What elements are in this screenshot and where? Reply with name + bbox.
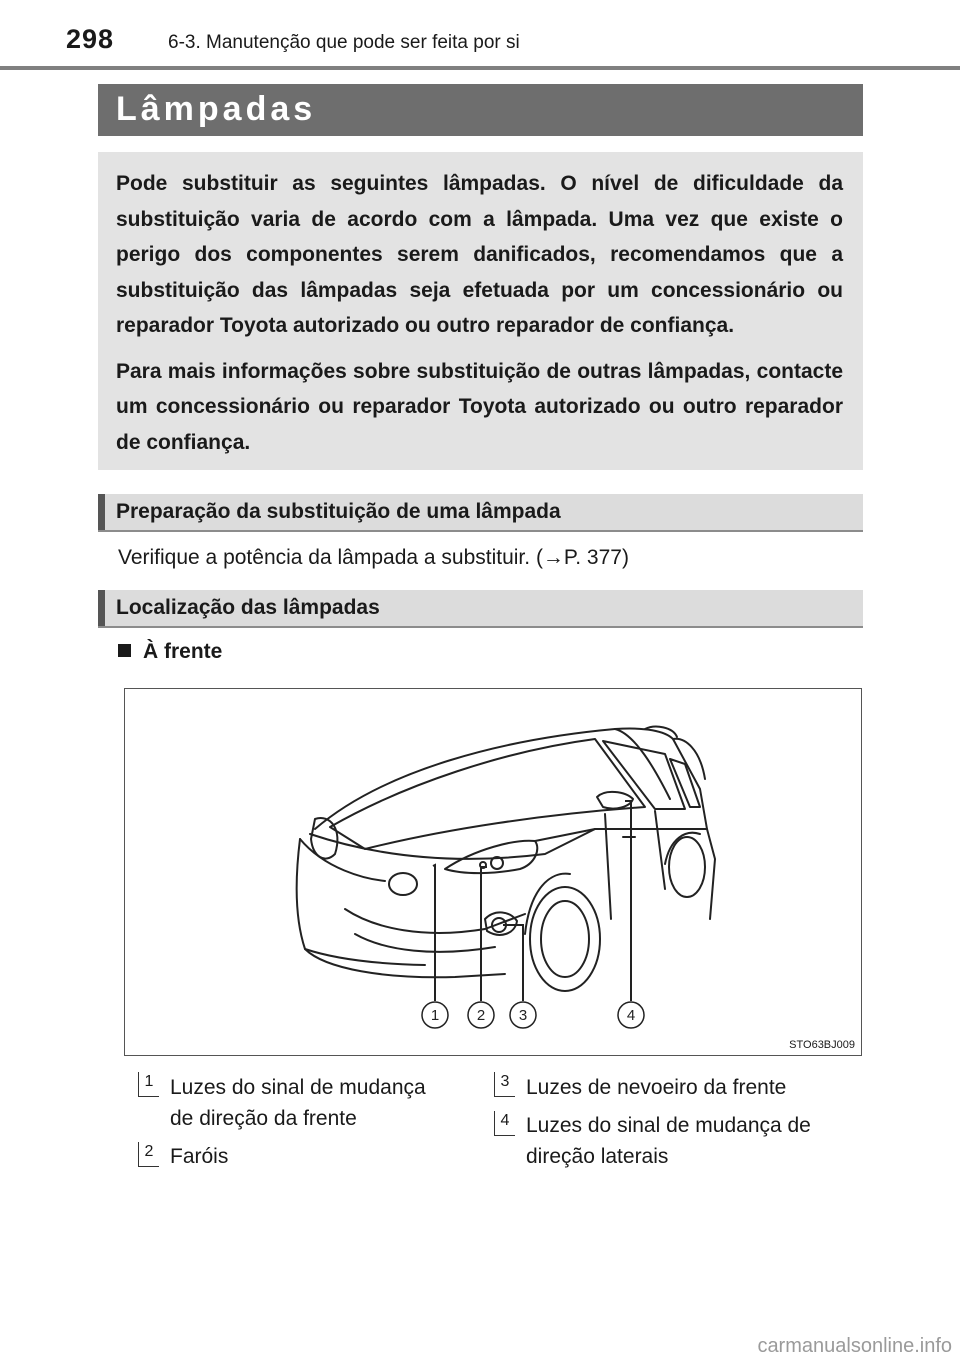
- watermark: carmanualsonline.info: [757, 1335, 952, 1357]
- legend-text: direção laterais: [526, 1145, 669, 1168]
- legend-item-2: [170, 1141, 228, 1172]
- legend-number-3: 3: [494, 1072, 515, 1097]
- square-bullet-icon: [118, 644, 131, 657]
- section-heading-location: [98, 590, 863, 628]
- subsection-front: [118, 640, 222, 664]
- section-heading-text: Preparação da substituição de uma lâmpada: [116, 500, 561, 523]
- callout-2: 2: [476, 1007, 486, 1024]
- title-bar: [98, 84, 863, 136]
- section-reference: 6-3. Manutenção que pode ser feita por si: [168, 32, 520, 53]
- section-heading-preparation: [98, 494, 863, 532]
- legend-item-3: [526, 1072, 786, 1103]
- legend-text: Faróis: [170, 1145, 229, 1168]
- page-title: Lâmpadas: [116, 90, 317, 128]
- legend-item-1: [170, 1072, 426, 1134]
- legend-text: Luzes do sinal de mudança: [170, 1076, 426, 1099]
- subsection-label: À frente: [143, 640, 223, 663]
- preparation-text: Verifique a potência da lâmpada a substituir. (→P. 377): [118, 546, 629, 569]
- legend-text: de direção da frente: [170, 1107, 357, 1130]
- intro-paragraph-2: Para mais informações sobre substituição de outras lâmpadas, contacte um concessionário ou reparador Toyota autorizado ou outro reparador de confiança.: [116, 359, 843, 454]
- page-number: 298: [66, 24, 115, 54]
- intro-box: [98, 152, 863, 470]
- intro-paragraph-1: Pode substituir as seguintes lâmpadas. O nível de dificuldade da substituição varia de acordo com a lâmpada. Uma vez que existe o perigo dos componentes serem danificados, recomendamos que a substituição das lâmpadas seja efetuada por um concessionário ou reparador Toyota autorizado ou outro reparador de confiança.: [116, 172, 843, 337]
- legend-item-4: [526, 1110, 811, 1172]
- callout-3: 3: [518, 1007, 528, 1024]
- callout-4: 4: [626, 1007, 636, 1024]
- car-front-figure: [124, 688, 862, 1056]
- header-divider: [0, 66, 960, 70]
- legend-text: Luzes de nevoeiro da frente: [526, 1076, 787, 1099]
- legend-number-4: 4: [494, 1111, 515, 1136]
- car-illustration: [125, 689, 861, 1055]
- section-heading-text: Localização das lâmpadas: [116, 596, 380, 619]
- callout-1: 1: [430, 1007, 440, 1024]
- legend-number-1: 1: [138, 1072, 159, 1097]
- legend-number-2: 2: [138, 1142, 159, 1167]
- legend-text: Luzes do sinal de mudança de: [526, 1114, 811, 1137]
- figure-code: STO63BJ009: [789, 1039, 855, 1051]
